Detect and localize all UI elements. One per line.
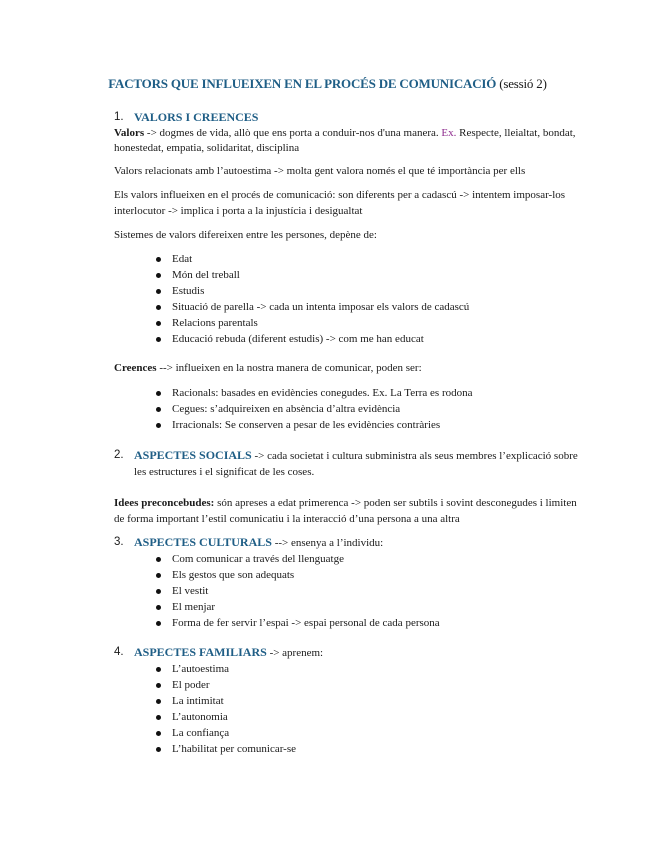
list-item: L’autonomia bbox=[114, 710, 584, 726]
list-item: La intimitat bbox=[114, 694, 584, 710]
influeixen-paragraph: Els valors influeixen en el procés de comunicació: son diferents per a cadascú -> intentem imposar-los interlocutor -> implica i porta a la injustícia i desigualtat bbox=[114, 189, 566, 217]
section-2-number: 2. bbox=[114, 449, 124, 461]
sistemes-list-block bbox=[114, 252, 584, 348]
valors-text: -> dogmes de vida, allò que ens porta a conduir-nos d'una manera. bbox=[144, 126, 442, 139]
list-item: Racionals: basades en evidències conegudes. Ex. La Terra es rodona bbox=[114, 386, 584, 402]
section-4-number: 4. bbox=[114, 646, 124, 658]
section-4 bbox=[114, 645, 584, 758]
section-2-heading-row bbox=[114, 448, 584, 480]
creences-list-block bbox=[114, 386, 584, 434]
section-4-heading: ASPECTES FAMILIARS bbox=[134, 645, 267, 659]
autoestima-block bbox=[114, 164, 584, 180]
creences-block bbox=[114, 361, 584, 377]
list-item: Edat bbox=[114, 252, 584, 268]
section-2-text: -> cada societat i cultura subministra als seus membres l’explicació sobre les estructures i el significat de les coses. bbox=[134, 450, 578, 478]
idees-label: Idees preconcebudes: bbox=[114, 497, 215, 509]
list-item: Irracionals: Se conserven a pesar de les evidències contràries bbox=[114, 418, 584, 434]
idees-paragraph bbox=[114, 496, 584, 527]
creences-text: --> influeixen en la nostra manera de comunicar, poden ser: bbox=[156, 362, 422, 374]
valors-paragraph bbox=[114, 126, 584, 157]
sistemes-list bbox=[114, 252, 584, 348]
list-item: El vestit bbox=[114, 584, 584, 600]
section-2 bbox=[114, 448, 584, 480]
list-item: Món del treball bbox=[114, 268, 584, 284]
section-3-heading: ASPECTES CULTURALS bbox=[134, 535, 272, 549]
idees-block bbox=[114, 496, 584, 527]
list-item: Estudis bbox=[114, 284, 584, 300]
valors-text-2: Respecte, lleialtat, bondat, honestedat, empatia, solidaritat, disciplina bbox=[114, 126, 576, 154]
valors-example-marker: Ex. bbox=[441, 126, 457, 139]
section-4-heading-row bbox=[114, 645, 584, 662]
section-1-heading: VALORS I CREENCES bbox=[134, 110, 259, 124]
culturals-list bbox=[114, 552, 584, 632]
section-4-text: -> aprenem: bbox=[266, 647, 324, 659]
sistemes-paragraph: Sistemes de valors difereixen entre les persones, depène de: bbox=[114, 229, 377, 241]
section-1-heading-row bbox=[114, 110, 584, 126]
title-main: FACTORS QUE INFLUEIXEN EN EL PROCÉS DE COMUNICACIÓ bbox=[108, 76, 497, 91]
list-item: Com comunicar a través del llenguatge bbox=[114, 552, 584, 568]
section-1-number: 1. bbox=[114, 111, 124, 123]
sistemes-block bbox=[114, 228, 584, 244]
list-item: El menjar bbox=[114, 600, 584, 616]
section-3-heading-row bbox=[114, 535, 584, 552]
creences-list bbox=[114, 386, 584, 434]
valors-label: Valors bbox=[114, 126, 145, 139]
list-item: Relacions parentals bbox=[114, 316, 584, 332]
list-item: L’habilitat per comunicar-se bbox=[114, 742, 584, 758]
list-item: Els gestos que son adequats bbox=[114, 568, 584, 584]
section-1 bbox=[114, 110, 584, 157]
autoestima-paragraph: Valors relacionats amb l’autoestima -> molta gent valora només el que té importància per ells bbox=[114, 165, 526, 177]
title-sub: (sessió 2) bbox=[499, 76, 547, 91]
list-item: Forma de fer servir l’espai -> espai personal de cada persona bbox=[114, 616, 584, 632]
list-item: Cegues: s’adquireixen en absència d’altra evidència bbox=[114, 402, 584, 418]
list-item: El poder bbox=[114, 678, 584, 694]
section-3-text: --> ensenya a l’individu: bbox=[271, 537, 384, 549]
creences-paragraph bbox=[114, 361, 584, 377]
influeixen-block bbox=[114, 188, 584, 219]
idees-text: són apreses a edat primerenca -> poden ser subtils i sovint desconegudes i limiten de forma important l’estil comunicatiu i la interacció d’una persona a una altra bbox=[114, 497, 577, 525]
familiars-list bbox=[114, 662, 584, 758]
section-3 bbox=[114, 535, 584, 632]
list-item: L’autoestima bbox=[114, 662, 584, 678]
page-title bbox=[0, 76, 655, 92]
list-item: Educació rebuda (diferent estudis) -> com me han educat bbox=[114, 332, 584, 348]
section-2-heading: ASPECTES SOCIALS bbox=[134, 448, 252, 462]
list-item: La confiança bbox=[114, 726, 584, 742]
list-item: Situació de parella -> cada un intenta imposar els valors de cadascú bbox=[114, 300, 584, 316]
section-3-number: 3. bbox=[114, 536, 124, 548]
creences-label: Creences bbox=[114, 362, 157, 374]
